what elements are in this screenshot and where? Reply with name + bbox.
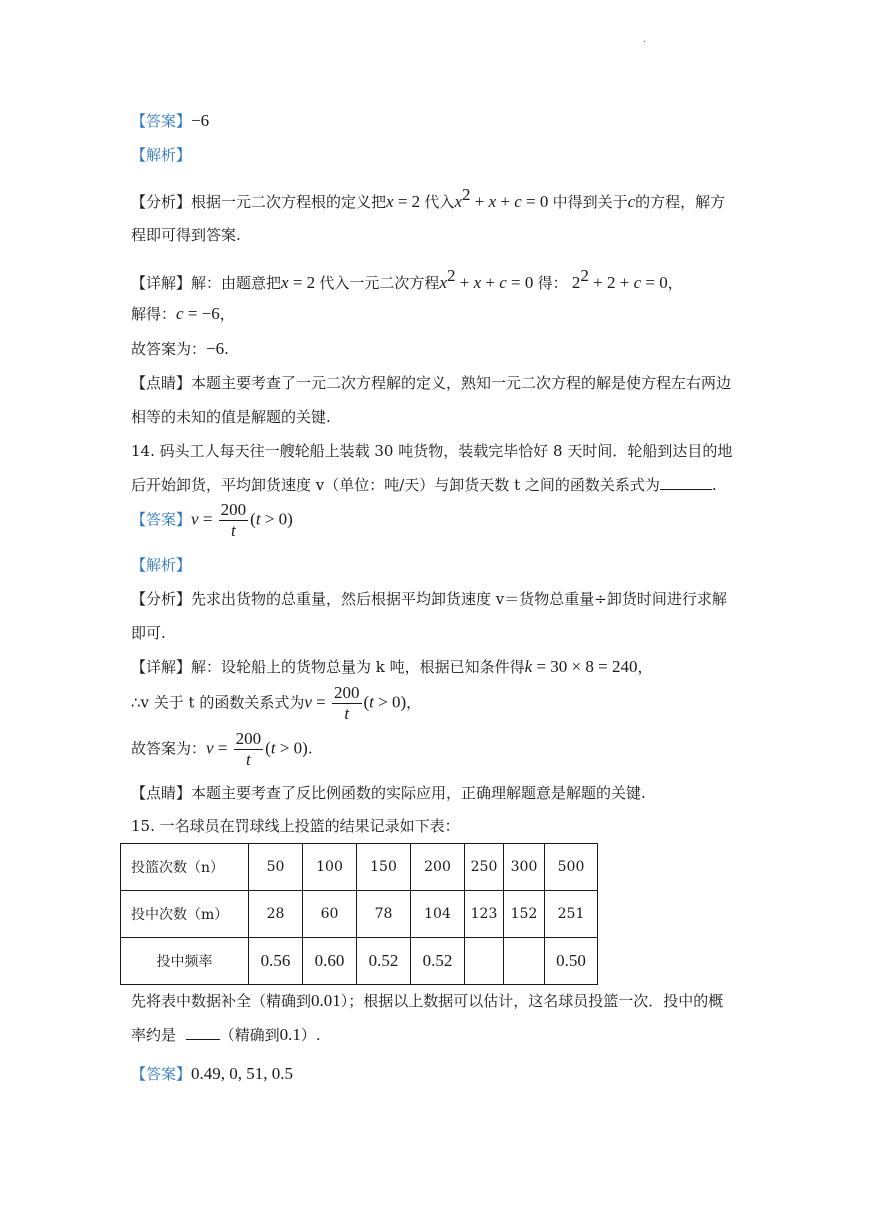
q14-analysis-tag: 【解析】 (131, 556, 192, 574)
q13-fenxi-line1: 【分析】根据一元二次方程根的定义把x = 2 代入$x^2 + x + c = 0$ 中得到关于c的方程，解方 (131, 185, 726, 211)
q13-answer: −6 (191, 111, 210, 130)
q14-answer-line: 【答案】v = $\frac{200}{t}$ (t > 0) (131, 500, 293, 540)
table-row: 投中次数（m） 28 60 78 104 123 152 251 (121, 891, 598, 938)
data-table (120, 843, 598, 985)
q14-xiangjie-line: 【详解】解：设轮船上的货物总量为 k 吨，根据已知条件得k = 30 × 8 = 240， (131, 657, 653, 676)
q13-answer-line (131, 110, 209, 132)
fraction: $\frac{200}{t}$ (220, 500, 247, 540)
q13-dianjing-line2: 相等的未知的值是解题的关键. (131, 408, 331, 426)
q14-therefore-line: ∴v 关于 t 的函数关系式为v = $\frac{200}{t}$ (t > 0)， (131, 683, 422, 723)
q14-line1: 14. 码头工人每天往一艘轮船上装载 30 吨货物，装载完毕恰好 8 天时间．轮船到达目的地 (131, 442, 733, 460)
q14-gu-line: 故答案为：v = $\frac{200}{t}$ (t > 0). (131, 729, 313, 769)
q13-gu-line: 故答案为：−6. (131, 339, 229, 358)
q15-answer-line: 【答案】0.49, 0, 51, 0.5 (131, 1064, 294, 1083)
answer-tag: 【答案】 (131, 112, 192, 130)
answer-blank (660, 475, 712, 490)
header-dot: . (643, 34, 647, 45)
answer-blank (186, 1025, 220, 1040)
q13-solve-line: 解得：c = −6， (131, 304, 235, 323)
q14-fenxi-line2: 即可. (131, 624, 166, 642)
q15-after-line2: 率约是 （精确到0.1）. (131, 1025, 321, 1044)
table-row: 投篮次数（n） 50 100 150 200 250 300 500 (121, 844, 598, 891)
q15-line1: 15. 一名球员在罚球线上投篮的结果记录如下表： (131, 817, 460, 835)
q15-after-line1: 先将表中数据补全（精确到0.01）；根据以上数据可以估计，这名球员投篮一次．投中的概 (131, 991, 724, 1010)
table-row: 投中频率 0.56 0.60 0.52 0.52 0.50 (121, 938, 598, 985)
q13-analysis-tag: 【解析】 (131, 146, 192, 164)
q14-dianjing-line: 【点睛】本题主要考查了反比例函数的实际应用，正确理解题意是解题的关键. (131, 784, 646, 802)
q13-dianjing-line1: 【点睛】本题主要考查了一元二次方程解的定义，熟知一元二次方程的解是使方程左右两边 (131, 374, 732, 392)
q14-line2: 后开始卸货，平均卸货速度 v（单位：吨/天）与卸货天数 t 之间的函数关系式为 . (131, 476, 717, 494)
q13-fenxi-line2: 程即可得到答案. (131, 226, 241, 244)
q13-xiangjie-line: 【详解】解：由题意把x = 2 代入一元二次方程$x^2 + x + c = 0$ 得： $2^2 + 2 + c = 0$， (131, 266, 683, 292)
q14-fenxi-line1: 【分析】先求出货物的总重量，然后根据平均卸货速度 v＝货物总重量÷卸货时间进行求解 (131, 590, 727, 608)
